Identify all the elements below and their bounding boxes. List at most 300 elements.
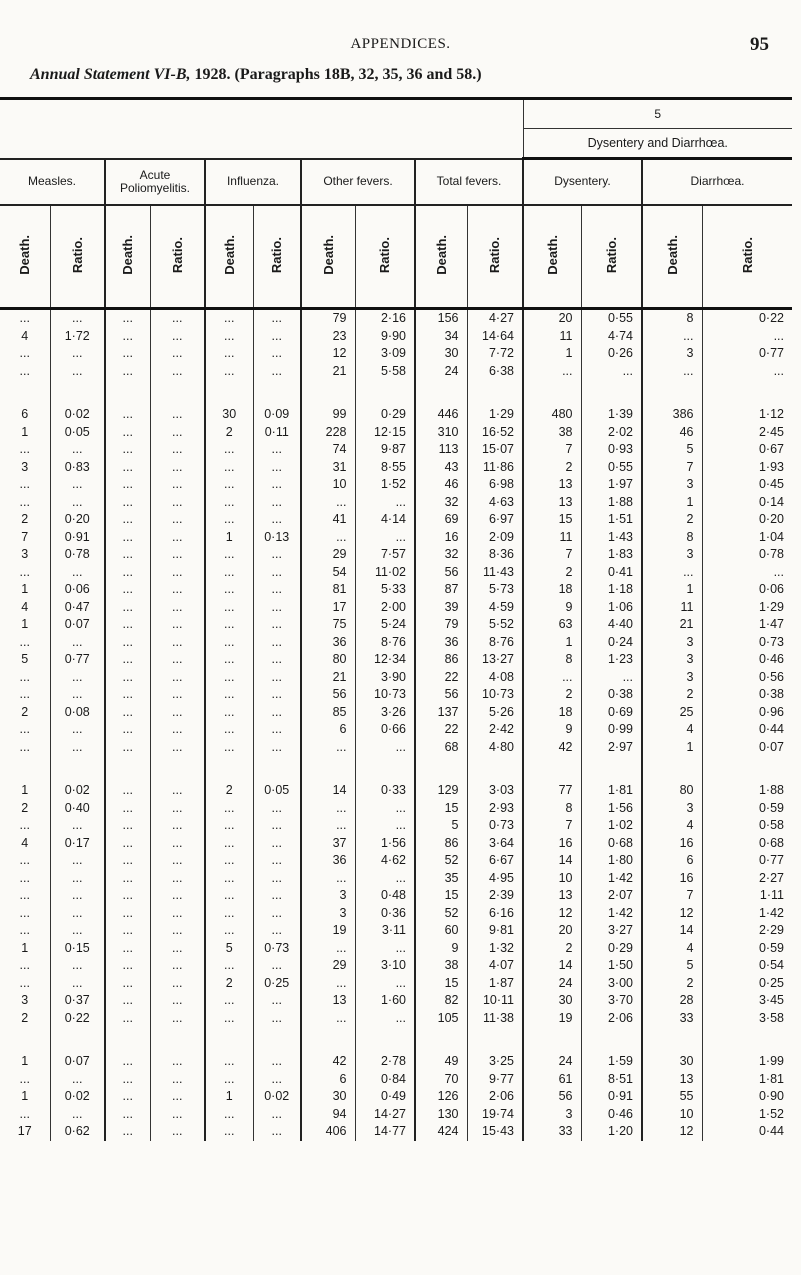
table-cell: ... xyxy=(205,704,253,722)
table-cell: ... xyxy=(50,669,105,687)
table-cell: 0·46 xyxy=(581,1106,642,1124)
table-cell: 20 xyxy=(523,922,581,940)
table-cell: 43 xyxy=(415,459,467,477)
table-cell: ... xyxy=(253,905,301,923)
col-measles-ratio: Ratio. xyxy=(50,205,105,309)
table-cell: ... xyxy=(253,922,301,940)
table-cell: ... xyxy=(301,1010,355,1028)
col-other-fevers-death: Death. xyxy=(301,205,355,309)
table-cell: 4 xyxy=(642,817,702,835)
table-cell: 18 xyxy=(523,704,581,722)
table-cell: 1·18 xyxy=(581,581,642,599)
col-total-fevers-death: Death. xyxy=(415,205,467,309)
table-cell: 0·44 xyxy=(702,721,792,739)
table-cell: ... xyxy=(205,852,253,870)
table-cell xyxy=(301,756,355,782)
table-row xyxy=(0,852,792,870)
table-cell: ... xyxy=(253,309,301,328)
table-cell: 12·15 xyxy=(355,424,415,442)
table-cell: ... xyxy=(50,817,105,835)
table-cell xyxy=(0,380,50,406)
table-cell: ... xyxy=(150,1088,205,1106)
table-cell: 75 xyxy=(301,616,355,634)
table-cell: ... xyxy=(355,817,415,835)
table-cell: 54 xyxy=(301,564,355,582)
table-cell xyxy=(253,380,301,406)
table-cell: 0·02 xyxy=(253,1088,301,1106)
table-cell: 56 xyxy=(415,686,467,704)
table-row xyxy=(0,1071,792,1089)
table-cell: 0·54 xyxy=(702,957,792,975)
table-cell: 9·77 xyxy=(467,1071,523,1089)
table-cell: 1 xyxy=(21,940,29,955)
table-row xyxy=(0,1088,792,1106)
table-cell: ... xyxy=(205,1053,253,1071)
table-cell: 80 xyxy=(301,651,355,669)
table-cell: ... xyxy=(150,1053,205,1071)
table-cell: ... xyxy=(19,888,30,902)
table-cell: 36 xyxy=(415,634,467,652)
table-cell: ... xyxy=(105,817,150,835)
table-cell: ... xyxy=(150,940,205,958)
table-cell: 0·37 xyxy=(50,992,105,1010)
table-cell: 29 xyxy=(301,546,355,564)
table-cell: ... xyxy=(105,459,150,477)
table-cell: 8·55 xyxy=(355,459,415,477)
table-row xyxy=(0,424,792,442)
table-cell xyxy=(467,380,523,406)
table-cell: 4·07 xyxy=(467,957,523,975)
table-cell: ... xyxy=(105,940,150,958)
table-cell: 2 xyxy=(642,975,702,993)
table-cell: 1·51 xyxy=(581,511,642,529)
table-cell: 8·36 xyxy=(467,546,523,564)
table-cell: 14 xyxy=(523,957,581,975)
table-cell: 3 xyxy=(642,345,702,363)
table-cell: ... xyxy=(105,669,150,687)
table-cell: ... xyxy=(205,817,253,835)
table-row xyxy=(0,363,792,381)
table-cell: ... xyxy=(105,581,150,599)
col-diarrhoea-ratio: Ratio. xyxy=(702,205,792,309)
table-cell: 12 xyxy=(523,905,581,923)
table-cell: ... xyxy=(205,309,253,328)
table-cell: ... xyxy=(105,599,150,617)
table-cell: 1·81 xyxy=(702,1071,792,1089)
table-cell: ... xyxy=(50,1106,105,1124)
table-cell: ... xyxy=(150,704,205,722)
table-cell xyxy=(105,1027,150,1053)
table-cell: ... xyxy=(150,328,205,346)
table-cell: ... xyxy=(702,328,792,346)
table-cell xyxy=(205,380,253,406)
table-cell: ... xyxy=(105,406,150,424)
table-cell: ... xyxy=(105,476,150,494)
table-cell: 82 xyxy=(415,992,467,1010)
table-cell: ... xyxy=(150,546,205,564)
table-cell: 0·77 xyxy=(702,852,792,870)
table-cell xyxy=(301,380,355,406)
table-cell: ... xyxy=(150,494,205,512)
table-cell: 2 xyxy=(21,704,29,719)
table-cell: 29 xyxy=(301,957,355,975)
table-cell: ... xyxy=(150,1123,205,1141)
table-cell: 113 xyxy=(415,441,467,459)
table-cell: 1·42 xyxy=(581,905,642,923)
table-row xyxy=(0,328,792,346)
table-cell: 56 xyxy=(301,686,355,704)
table-cell: 14 xyxy=(523,852,581,870)
table-cell: ... xyxy=(105,529,150,547)
table-cell: 2 xyxy=(205,975,253,993)
table-cell: 2 xyxy=(523,940,581,958)
table-cell: 4·80 xyxy=(467,739,523,757)
table-cell: 0·93 xyxy=(581,441,642,459)
table-cell: 24 xyxy=(415,363,467,381)
table-row xyxy=(0,459,792,477)
table-cell: ... xyxy=(253,599,301,617)
table-cell: 406 xyxy=(301,1123,355,1141)
table-cell: 0·78 xyxy=(702,546,792,564)
table-cell xyxy=(150,1027,205,1053)
table-cell: ... xyxy=(205,739,253,757)
table-cell: 3 xyxy=(301,905,355,923)
table-cell: 0·67 xyxy=(702,441,792,459)
table-row xyxy=(0,599,792,617)
table-cell: ... xyxy=(253,546,301,564)
table-cell: 39 xyxy=(415,599,467,617)
table-cell: ... xyxy=(105,511,150,529)
table-row xyxy=(0,782,792,800)
table-row xyxy=(0,581,792,599)
table-cell: ... xyxy=(205,800,253,818)
table-cell: 38 xyxy=(415,957,467,975)
caption-paragraphs: 1928. (Paragraphs 18B, 32, 35, 36 and 58.) xyxy=(194,66,482,83)
table-cell: 5·26 xyxy=(467,704,523,722)
table-cell: ... xyxy=(150,957,205,975)
table-cell: ... xyxy=(253,887,301,905)
table-cell: 2·09 xyxy=(467,529,523,547)
table-cell: ... xyxy=(205,905,253,923)
table-cell: 2 xyxy=(642,511,702,529)
table-cell: ... xyxy=(301,739,355,757)
table-cell: ... xyxy=(205,345,253,363)
table-cell: 2 xyxy=(205,782,253,800)
table-cell: ... xyxy=(105,686,150,704)
table-cell: ... xyxy=(19,494,30,509)
table-cell: ... xyxy=(523,363,581,381)
table-cell: 20 xyxy=(523,309,581,328)
table-cell: ... xyxy=(150,922,205,940)
table-cell: 21 xyxy=(642,616,702,634)
table-cell: 1·56 xyxy=(581,800,642,818)
table-cell: ... xyxy=(355,975,415,993)
table-cell: 1 xyxy=(642,494,702,512)
table-cell xyxy=(702,756,792,782)
table-cell: ... xyxy=(355,870,415,888)
table-cell: ... xyxy=(253,1053,301,1071)
table-cell xyxy=(150,380,205,406)
col-measles-death: Death. xyxy=(0,205,50,309)
table-cell: ... xyxy=(150,459,205,477)
table-cell: 21 xyxy=(301,669,355,687)
page-number: 95 xyxy=(750,34,769,55)
table-cell: 18 xyxy=(523,581,581,599)
table-cell: ... xyxy=(205,441,253,459)
col-diarrhoea-death: Death. xyxy=(642,205,702,309)
table-cell: 0·78 xyxy=(50,546,105,564)
table-cell: ... xyxy=(253,511,301,529)
table-cell: 3·00 xyxy=(581,975,642,993)
table-cell: 105 xyxy=(415,1010,467,1028)
table-cell: ... xyxy=(105,1053,150,1071)
table-cell: 2·29 xyxy=(702,922,792,940)
table-cell: ... xyxy=(150,739,205,757)
table-cell: 13·27 xyxy=(467,651,523,669)
table-cell: 4 xyxy=(642,721,702,739)
table-cell: 7 xyxy=(642,887,702,905)
table-cell: ... xyxy=(19,975,30,990)
table-cell: 49 xyxy=(415,1053,467,1071)
table-cell: 0·68 xyxy=(702,835,792,853)
table-cell: ... xyxy=(50,309,105,328)
table-cell: 15 xyxy=(415,887,467,905)
table-cell: 10·73 xyxy=(467,686,523,704)
table-cell: 10 xyxy=(642,1106,702,1124)
table-cell: 33 xyxy=(523,1123,581,1141)
table-cell: ... xyxy=(205,634,253,652)
table-cell: 0·83 xyxy=(50,459,105,477)
table-cell: 3 xyxy=(523,1106,581,1124)
table-cell: ... xyxy=(105,494,150,512)
table-cell: ... xyxy=(523,669,581,687)
table-cell: 11 xyxy=(523,529,581,547)
table-cell: 1·99 xyxy=(702,1053,792,1071)
table-cell xyxy=(581,380,642,406)
table-cell: 52 xyxy=(415,905,467,923)
table-cell: ... xyxy=(50,922,105,940)
table-cell: 12 xyxy=(642,1123,702,1141)
table-cell: ... xyxy=(205,616,253,634)
table-cell: 0·40 xyxy=(50,800,105,818)
table-cell: 28 xyxy=(642,992,702,1010)
table-cell: 16 xyxy=(642,835,702,853)
table-cell: 0·45 xyxy=(702,476,792,494)
table-row xyxy=(0,739,792,757)
table-cell: ... xyxy=(150,581,205,599)
table-cell: ... xyxy=(105,1106,150,1124)
table-cell: 0·68 xyxy=(581,835,642,853)
table-cell: 6·98 xyxy=(467,476,523,494)
table-cell: ... xyxy=(105,1071,150,1089)
table-cell: 33 xyxy=(642,1010,702,1028)
table-cell: ... xyxy=(150,406,205,424)
table-cell: 0·73 xyxy=(702,634,792,652)
table-row xyxy=(0,1010,792,1028)
table-cell: 0·22 xyxy=(50,1010,105,1028)
table-cell xyxy=(355,380,415,406)
table-cell: 4·62 xyxy=(355,852,415,870)
table-cell xyxy=(523,756,581,782)
table-cell: ... xyxy=(642,328,702,346)
table-cell: ... xyxy=(253,476,301,494)
group-total-fevers: Total fevers. xyxy=(415,159,523,205)
table-cell: ... xyxy=(105,957,150,975)
table-cell xyxy=(467,1027,523,1053)
table-cell: ... xyxy=(150,669,205,687)
table-cell: ... xyxy=(50,975,105,993)
table-cell: 1·29 xyxy=(467,406,523,424)
table-cell: 0·99 xyxy=(581,721,642,739)
running-head xyxy=(0,36,801,60)
table-cell: ... xyxy=(702,564,792,582)
table-cell xyxy=(0,756,50,782)
table-cell: ... xyxy=(150,835,205,853)
table-cell xyxy=(415,380,467,406)
table-cell: 4 xyxy=(21,835,29,850)
table-cell: 6 xyxy=(301,1071,355,1089)
table-cell: 4·74 xyxy=(581,328,642,346)
table-cell: 42 xyxy=(523,739,581,757)
table-cell: ... xyxy=(301,494,355,512)
table-cell: 1·43 xyxy=(581,529,642,547)
table-cell: ... xyxy=(105,800,150,818)
table-cell: 10 xyxy=(523,870,581,888)
table-cell xyxy=(205,756,253,782)
table-cell: 129 xyxy=(415,782,467,800)
table-cell xyxy=(301,1027,355,1053)
table-cell: ... xyxy=(19,870,30,885)
table-cell: 1·52 xyxy=(355,476,415,494)
table-cell: 2·27 xyxy=(702,870,792,888)
table-cell: 5·73 xyxy=(467,581,523,599)
table-cell: 0·73 xyxy=(467,817,523,835)
table-cell: 480 xyxy=(523,406,581,424)
table-cell: 1·50 xyxy=(581,957,642,975)
table-cell: 17 xyxy=(301,599,355,617)
table-cell: ... xyxy=(50,441,105,459)
table-cell: 10·11 xyxy=(467,992,523,1010)
table-cell: 5·52 xyxy=(467,616,523,634)
col-total-fevers-ratio: Ratio. xyxy=(467,205,523,309)
table-cell: 0·55 xyxy=(581,459,642,477)
table-cell: ... xyxy=(50,345,105,363)
table-cell: 6·97 xyxy=(467,511,523,529)
table-cell: 1 xyxy=(642,581,702,599)
table-cell: ... xyxy=(150,363,205,381)
table-cell: ... xyxy=(205,564,253,582)
table-cell: 1 xyxy=(21,424,29,439)
table-cell: 4 xyxy=(21,328,29,343)
table-cell: 0·44 xyxy=(702,1123,792,1141)
table-cell: 7 xyxy=(21,529,29,544)
table-cell: ... xyxy=(205,511,253,529)
table-cell: 1·93 xyxy=(702,459,792,477)
table-cell: 36 xyxy=(301,852,355,870)
table-cell: 0·59 xyxy=(702,940,792,958)
table-cell: 79 xyxy=(415,616,467,634)
table-cell: 7 xyxy=(523,817,581,835)
table-cell: 1·20 xyxy=(581,1123,642,1141)
table-row xyxy=(0,1053,792,1071)
col-polio-ratio: Ratio. xyxy=(150,205,205,309)
table-cell: 3 xyxy=(301,887,355,905)
table-cell: 86 xyxy=(415,651,467,669)
table-row xyxy=(0,651,792,669)
table-cell: 11·38 xyxy=(467,1010,523,1028)
table-cell: 0·25 xyxy=(253,975,301,993)
table-row xyxy=(0,529,792,547)
table-row xyxy=(0,511,792,529)
table-cell: ... xyxy=(150,870,205,888)
table-cell: 70 xyxy=(415,1071,467,1089)
table-cell: 3 xyxy=(642,476,702,494)
table-row xyxy=(0,704,792,722)
table-cell xyxy=(467,756,523,782)
table-cell: 0·20 xyxy=(50,511,105,529)
table-cell xyxy=(702,1027,792,1053)
table-cell: ... xyxy=(105,651,150,669)
table-cell: 30 xyxy=(523,992,581,1010)
table-cell xyxy=(205,1027,253,1053)
table-cell: 8·76 xyxy=(467,634,523,652)
table-cell: ... xyxy=(150,721,205,739)
table-cell: ... xyxy=(253,739,301,757)
table-cell: 1·56 xyxy=(355,835,415,853)
table-cell: 77 xyxy=(523,782,581,800)
table-cell: 24 xyxy=(523,975,581,993)
table-cell: 0·17 xyxy=(50,835,105,853)
table-cell: 2·93 xyxy=(467,800,523,818)
col-influenza-ratio: Ratio. xyxy=(253,205,301,309)
table-cell: 3 xyxy=(21,547,29,561)
table-cell: ... xyxy=(19,1106,30,1121)
table-cell: ... xyxy=(150,1071,205,1089)
table-cell: 0·84 xyxy=(355,1071,415,1089)
table-cell: 0·24 xyxy=(581,634,642,652)
table-cell: 0·02 xyxy=(50,406,105,424)
table-cell: 2·97 xyxy=(581,739,642,757)
table-cell: 0·26 xyxy=(581,345,642,363)
table-row xyxy=(0,817,792,835)
table-cell: 11·43 xyxy=(467,564,523,582)
table-cell xyxy=(105,380,150,406)
table-cell: ... xyxy=(205,1071,253,1089)
col-influenza-death: Death. xyxy=(205,205,253,309)
table-cell: ... xyxy=(50,739,105,757)
table-cell: ... xyxy=(150,817,205,835)
table-cell: 19 xyxy=(301,922,355,940)
table-cell: ... xyxy=(581,363,642,381)
table-cell: 30 xyxy=(415,345,467,363)
table-cell: ... xyxy=(581,669,642,687)
table-cell: 3·58 xyxy=(702,1010,792,1028)
table-cell: 2 xyxy=(205,424,253,442)
table-cell: ... xyxy=(150,564,205,582)
table-cell: ... xyxy=(19,363,30,378)
table-cell: ... xyxy=(205,922,253,940)
table-cell: 11 xyxy=(642,599,702,617)
table-cell: 0·38 xyxy=(581,686,642,704)
table-cell: ... xyxy=(150,905,205,923)
table-cell: 7·57 xyxy=(355,546,415,564)
table-cell xyxy=(50,380,105,406)
table-cell: 15 xyxy=(523,511,581,529)
table-cell: 4·27 xyxy=(467,309,523,328)
table-cell: 3 xyxy=(642,651,702,669)
table-row xyxy=(0,634,792,652)
table-cell: 6·67 xyxy=(467,852,523,870)
